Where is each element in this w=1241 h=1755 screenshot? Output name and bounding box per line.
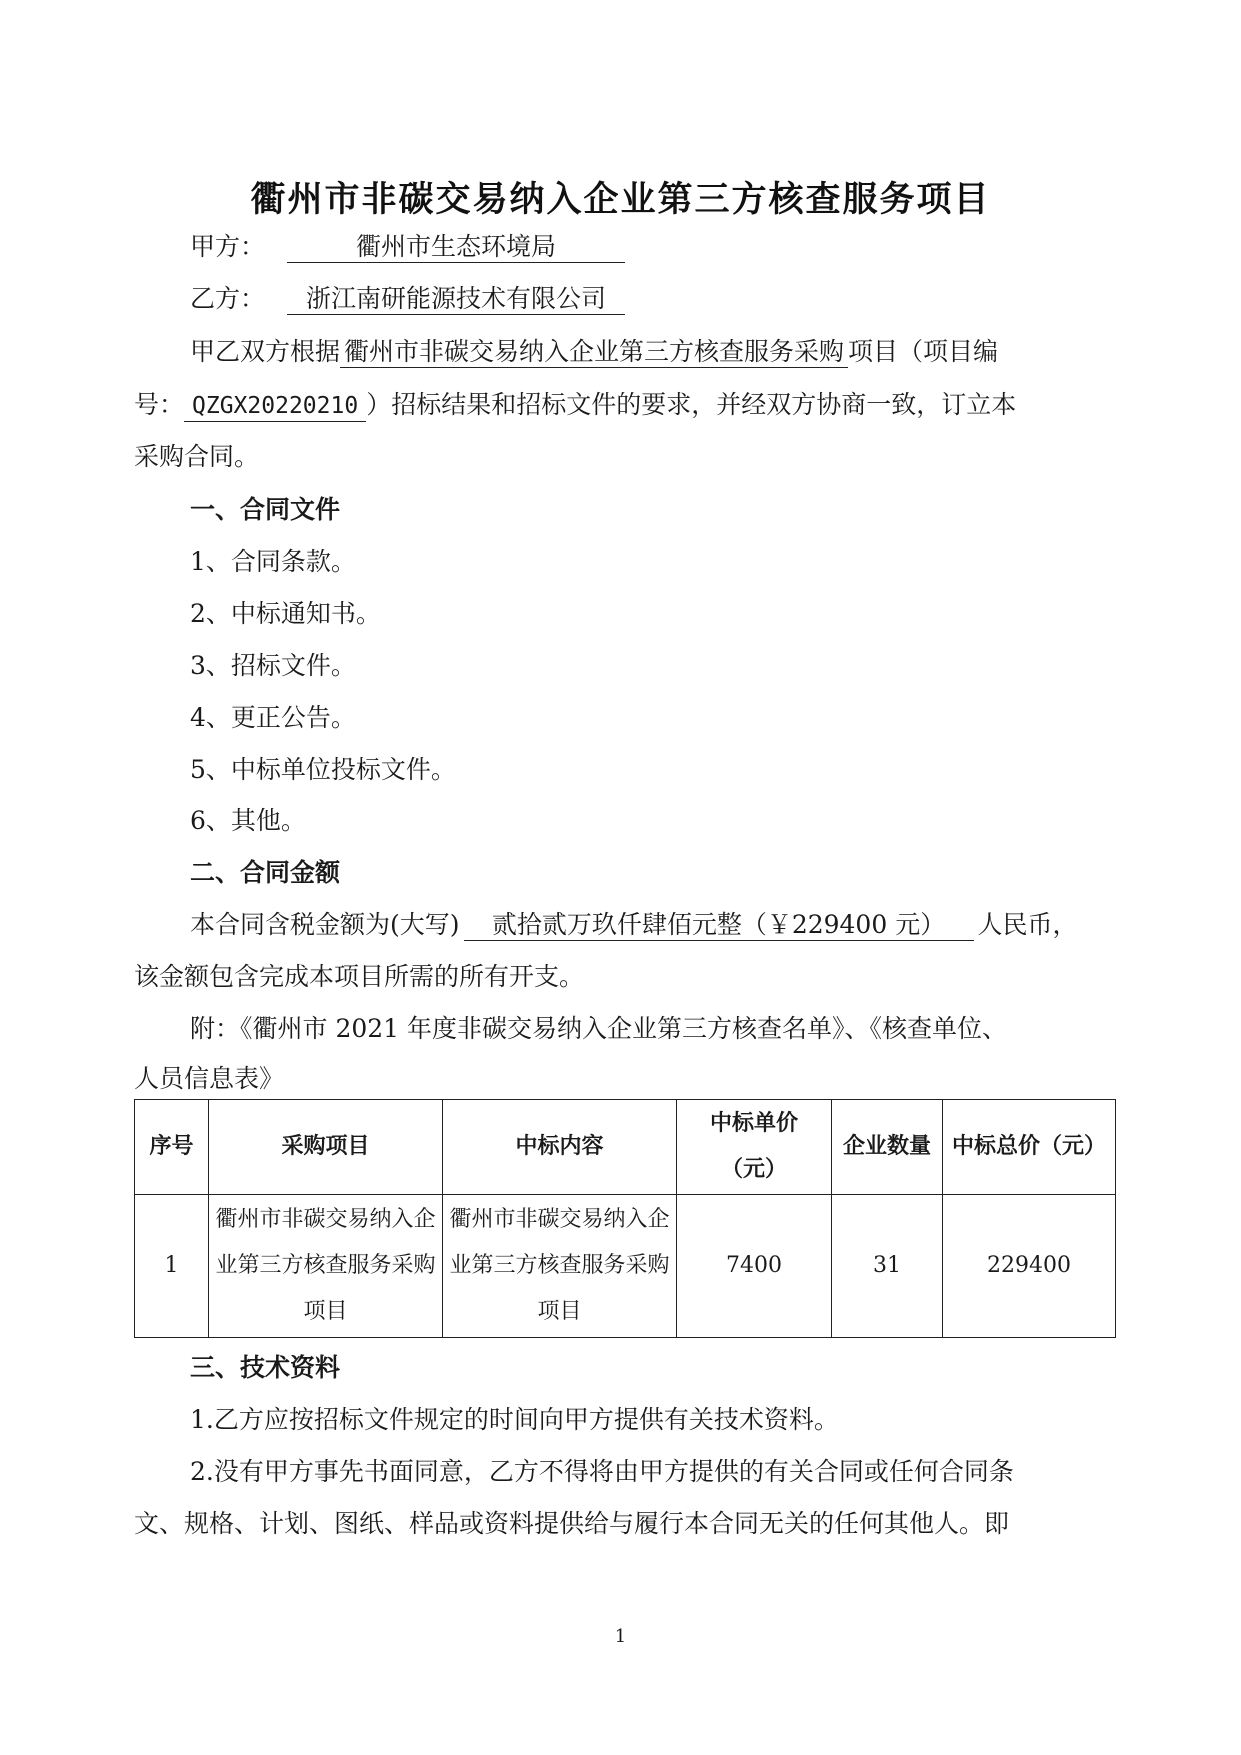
table-row [135,1195,1116,1338]
cell-unit-price: 7400 [677,1195,832,1338]
intro-code-label: 号： [134,390,185,419]
section-3-heading: 三、技术资料 [190,1353,341,1382]
cell-project: 衢州市非碳交易纳入企业第三方核查服务采购项目 [209,1195,443,1338]
tech-paragraph-1: 1.乙方应按招标文件规定的时间向甲方提供有关技术资料。 [190,1405,839,1434]
amount-line-2: 该金额包含完成本项目所需的所有开支。 [134,962,585,991]
list-item: 1、合同条款。 [190,547,356,576]
intro-prefix: 甲乙双方根据 [190,337,341,366]
cell-content: 衢州市非碳交易纳入企业第三方核查服务采购项目 [443,1195,677,1338]
section-1-heading: 一、合同文件 [190,495,341,524]
amount-suffix: 人民币， [977,910,1078,939]
intro-line-3: 采购合同。 [134,442,260,471]
contract-amount: 贰拾贰万玖仟肆佰元整（￥229400 元） [464,910,974,941]
tech-paragraph-2-line-2: 文、规格、计划、图纸、样品或资料提供给与履行本合同无关的任何其他人。即 [134,1509,1010,1538]
tech-paragraph-2-line-1: 2.没有甲方事先书面同意，乙方不得将由甲方提供的有关合同或任何合同条 [190,1457,1014,1486]
page-number: 1 [614,1626,627,1647]
document-title: 衢州市非碳交易纳入企业第三方核查服务项目 [250,180,991,220]
party-a-value: 衢州市生态环境局 [287,232,625,263]
intro-suffix: 项目（项目编 [848,337,999,366]
header-company-count: 企业数量 [832,1100,943,1195]
section-2-heading: 二、合同金额 [190,858,341,887]
party-b-label: 乙方： [190,284,266,313]
cell-index: 1 [135,1195,209,1338]
intro-line-2-text: ）招标结果和招标文件的要求，并经双方协商一致，订立本 [366,390,1017,419]
party-b-value: 浙江南研能源技术有限公司 [287,284,625,315]
list-item: 2、中标通知书。 [190,599,381,628]
contract-table [134,1099,1116,1338]
header-index: 序号 [135,1100,209,1195]
party-a-line [190,232,1114,263]
project-code: QZGX20220210 [184,391,366,422]
intro-line-2 [134,390,1114,422]
amount-line-1 [190,910,1114,941]
project-name: 衢州市非碳交易纳入企业第三方核查服务采购 [340,337,848,368]
list-item: 6、其他。 [190,806,306,835]
header-total-price: 中标总价（元） [943,1100,1116,1195]
header-unit-price: 中标单价（元） [677,1100,832,1195]
list-item: 4、更正公告。 [190,703,356,732]
attachment-line-1: 附：《衢州市 2021 年度非碳交易纳入企业第三方核查名单》、《核查单位、 [190,1014,1008,1043]
list-item: 3、招标文件。 [190,651,356,680]
attachment-line-2: 人员信息表》 [134,1064,285,1093]
amount-prefix: 本合同含税金额为(大写) [190,910,460,939]
header-project: 采购项目 [209,1100,443,1195]
header-content: 中标内容 [443,1100,677,1195]
party-a-label: 甲方： [190,232,266,261]
intro-line-1 [190,337,1114,368]
cell-company-count: 31 [832,1195,943,1338]
cell-total-price: 229400 [943,1195,1116,1338]
party-b-line [190,284,1114,315]
table-header-row [135,1100,1116,1195]
list-item: 5、中标单位投标文件。 [190,755,456,784]
